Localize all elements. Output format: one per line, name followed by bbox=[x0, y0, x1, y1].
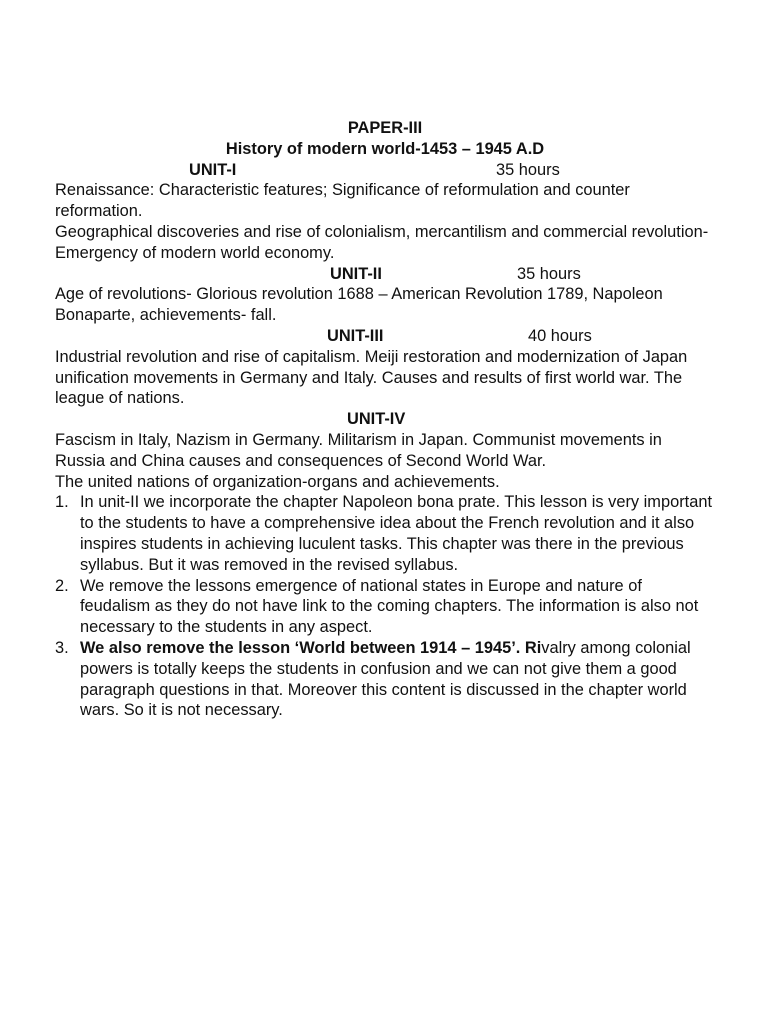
paper-heading: PAPER-III bbox=[347, 119, 423, 137]
paragraph-industrial-revolution: Industrial revolution and rise of capitalism. Meiji restoration and modernization of Japan unification movements in Germany and Italy. Causes and results of first world war. The league of nations. bbox=[55, 347, 688, 408]
unit-1-label: UNIT-I bbox=[189, 160, 237, 179]
paragraph-renaissance: Renaissance: Characteristic features; Significance of reformulation and counter reformation. bbox=[55, 181, 630, 221]
unit-4-heading bbox=[55, 409, 715, 430]
syllabus-document bbox=[55, 118, 715, 721]
note-number: 1. bbox=[55, 493, 69, 512]
unit-2-heading bbox=[55, 264, 715, 285]
unit-3-hours: 40 hours bbox=[528, 326, 592, 345]
paragraph-fascism: Fascism in Italy, Nazism in Germany. Militarism in Japan. Communist movements in Russia and China causes and consequences of Second World War. bbox=[55, 430, 662, 470]
unit-1-heading bbox=[55, 160, 715, 181]
unit-3-label: UNIT-III bbox=[327, 326, 384, 345]
note-text: We remove the lessons emergence of national states in Europe and nature of feudalism as they do not have link to the coming chapters. The information is also not necessary to the students in any aspect. bbox=[80, 576, 699, 637]
unit-1-hours: 35 hours bbox=[496, 160, 560, 179]
unit-4-label: UNIT-IV bbox=[347, 410, 406, 429]
note-number: 3. bbox=[55, 638, 69, 657]
unit-3-heading bbox=[55, 326, 715, 347]
paper-title: History of modern world-1453 – 1945 A.D bbox=[225, 139, 545, 158]
note-bold-text: We also remove the lesson ‘World between 1914 – 1945’. Ri bbox=[80, 638, 542, 657]
note-text: In unit-II we incorporate the chapter Napoleon bona prate. This lesson is very important to the students to have a comprehensive idea about the French revolution and it also inspires students in achieving luculent tasks. This chapter was there in the previous syllabus. But it was removed in the revised syllabus. bbox=[80, 493, 712, 574]
note-text: valry among colonial powers is totally keeps the students in confusion and we can not give them a good paragraph questions in that. Moreover this content is discussed in the chapter world wars. So it is not necessary. bbox=[80, 638, 691, 720]
unit-2-hours: 35 hours bbox=[517, 264, 581, 283]
note-item-1 bbox=[55, 492, 715, 575]
notes-list bbox=[55, 492, 715, 721]
paragraph-united-nations: The united nations of organization-organs and achievements. bbox=[55, 472, 500, 491]
note-item-3 bbox=[55, 638, 715, 721]
paragraph-age-of-revolutions: Age of revolutions- Glorious revolution 1688 – American Revolution 1789, Napoleon Bonaparte, achievements- fall. bbox=[55, 285, 663, 325]
unit-2-label: UNIT-II bbox=[330, 264, 382, 283]
note-item-2 bbox=[55, 576, 715, 638]
paragraph-geographical-discoveries: Geographical discoveries and rise of colonialism, mercantilism and commercial revolution- Emergency of modern world economy. bbox=[55, 222, 709, 262]
note-number: 2. bbox=[55, 576, 69, 595]
